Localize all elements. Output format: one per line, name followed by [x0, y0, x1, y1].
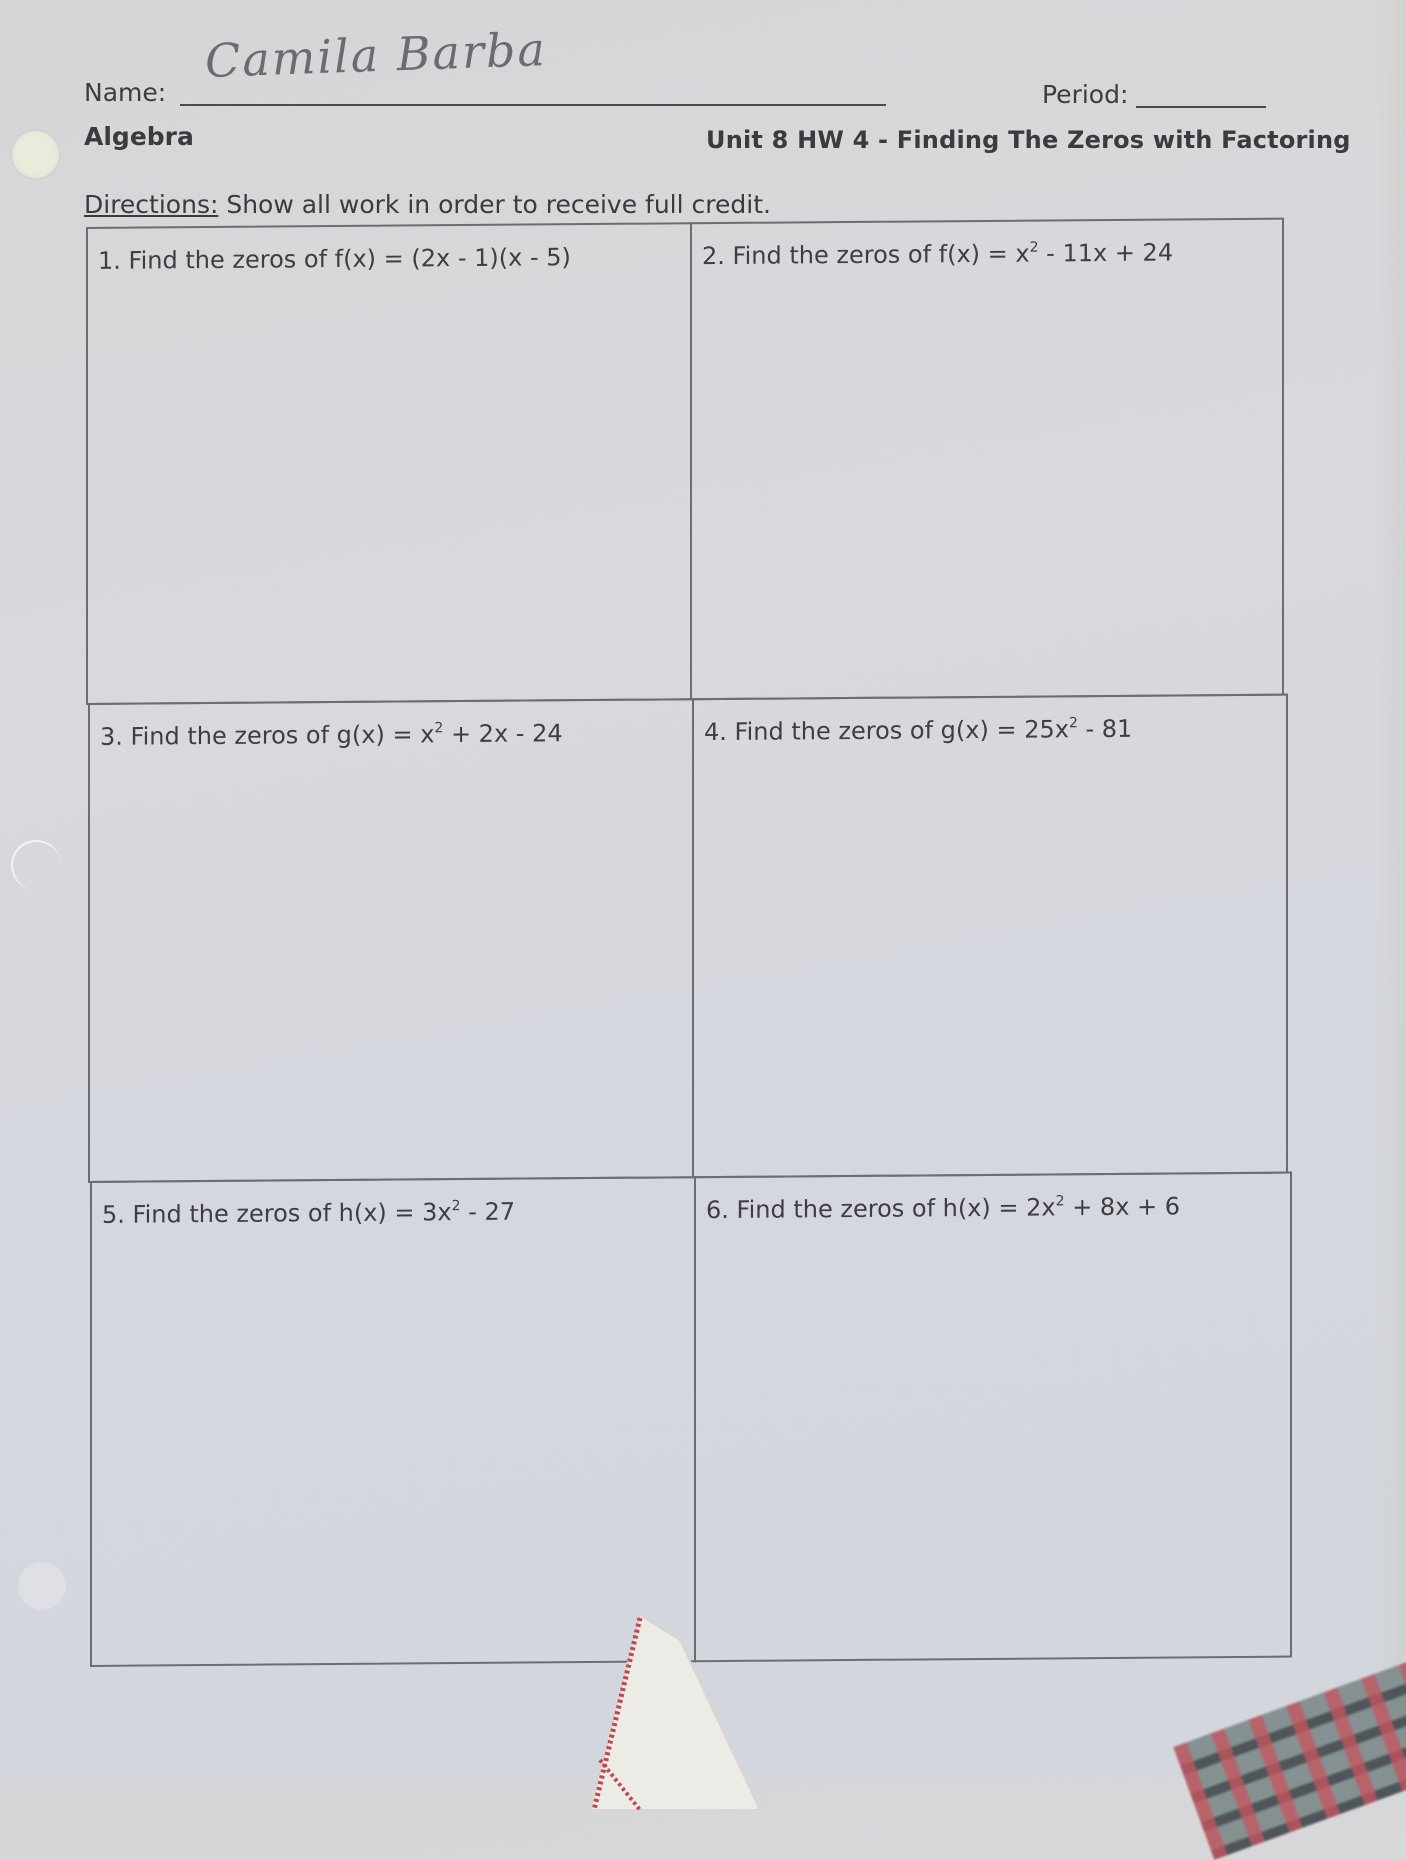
course-title: Algebra [84, 122, 194, 151]
punch-hole-top [12, 131, 59, 178]
problem-prompt: 2. Find the zeros of $f(x) = x^2 - 11x + 24$ [702, 238, 1174, 271]
problem-cell-1[interactable] [86, 222, 692, 705]
problem-cell-4[interactable] [692, 694, 1288, 1179]
period-label: Period: [1042, 80, 1129, 109]
problem-function: f(x) = (2x - 1)(x - 5) [334, 243, 571, 274]
problem-prompt: 1. Find the zeros of f(x) = (2x - 1)(x - 5) [98, 243, 571, 275]
name-label: Name: [84, 78, 167, 107]
problem-prompt: 6. Find the zeros of $h(x) = 2x^2 + 8x + 6$ [706, 1192, 1181, 1225]
assignment-title: Unit 8 HW 4 - Finding The Zeros with Factoring [706, 126, 1351, 154]
problem-function: $g(x) = x^2 + 2x - 24$ [336, 719, 563, 750]
problem-grid [86, 216, 1292, 1665]
problem-cell-6[interactable] [694, 1172, 1292, 1663]
plaid-fabric-image [1173, 1658, 1406, 1860]
problem-function: $g(x) = 25x^2 - 81$ [940, 714, 1133, 745]
cloth-corner-image [530, 1610, 850, 1810]
problem-function: $h(x) = 3x^2 - 27$ [338, 1197, 516, 1228]
punch-hole-middle [11, 840, 61, 890]
problem-prompt: 4. Find the zeros of $g(x) = 25x^2 - 81$ [704, 714, 1133, 747]
problem-function: $h(x) = 2x^2 + 8x + 6$ [942, 1192, 1181, 1223]
directions-text: Show all work in order to receive full credit. [218, 190, 771, 219]
problem-cell-3[interactable] [88, 698, 694, 1183]
problem-cell-5[interactable] [90, 1176, 696, 1667]
period-field-line[interactable] [1136, 106, 1266, 108]
problem-function: $f(x) = x^2 - 11x + 24$ [938, 238, 1174, 269]
problem-cell-2[interactable] [690, 218, 1284, 701]
directions [84, 190, 771, 219]
paper-edge-shadow [1376, 0, 1406, 1779]
directions-label: Directions: [84, 190, 219, 219]
name-field-value[interactable]: Camila Barba [204, 22, 548, 88]
punch-hole-bottom [18, 1562, 66, 1610]
name-field-line[interactable] [180, 104, 886, 106]
problem-prompt: 3. Find the zeros of $g(x) = x^2 + 2x - 24$ [100, 719, 563, 751]
problem-prompt: 5. Find the zeros of $h(x) = 3x^2 - 27$ [102, 1197, 516, 1229]
